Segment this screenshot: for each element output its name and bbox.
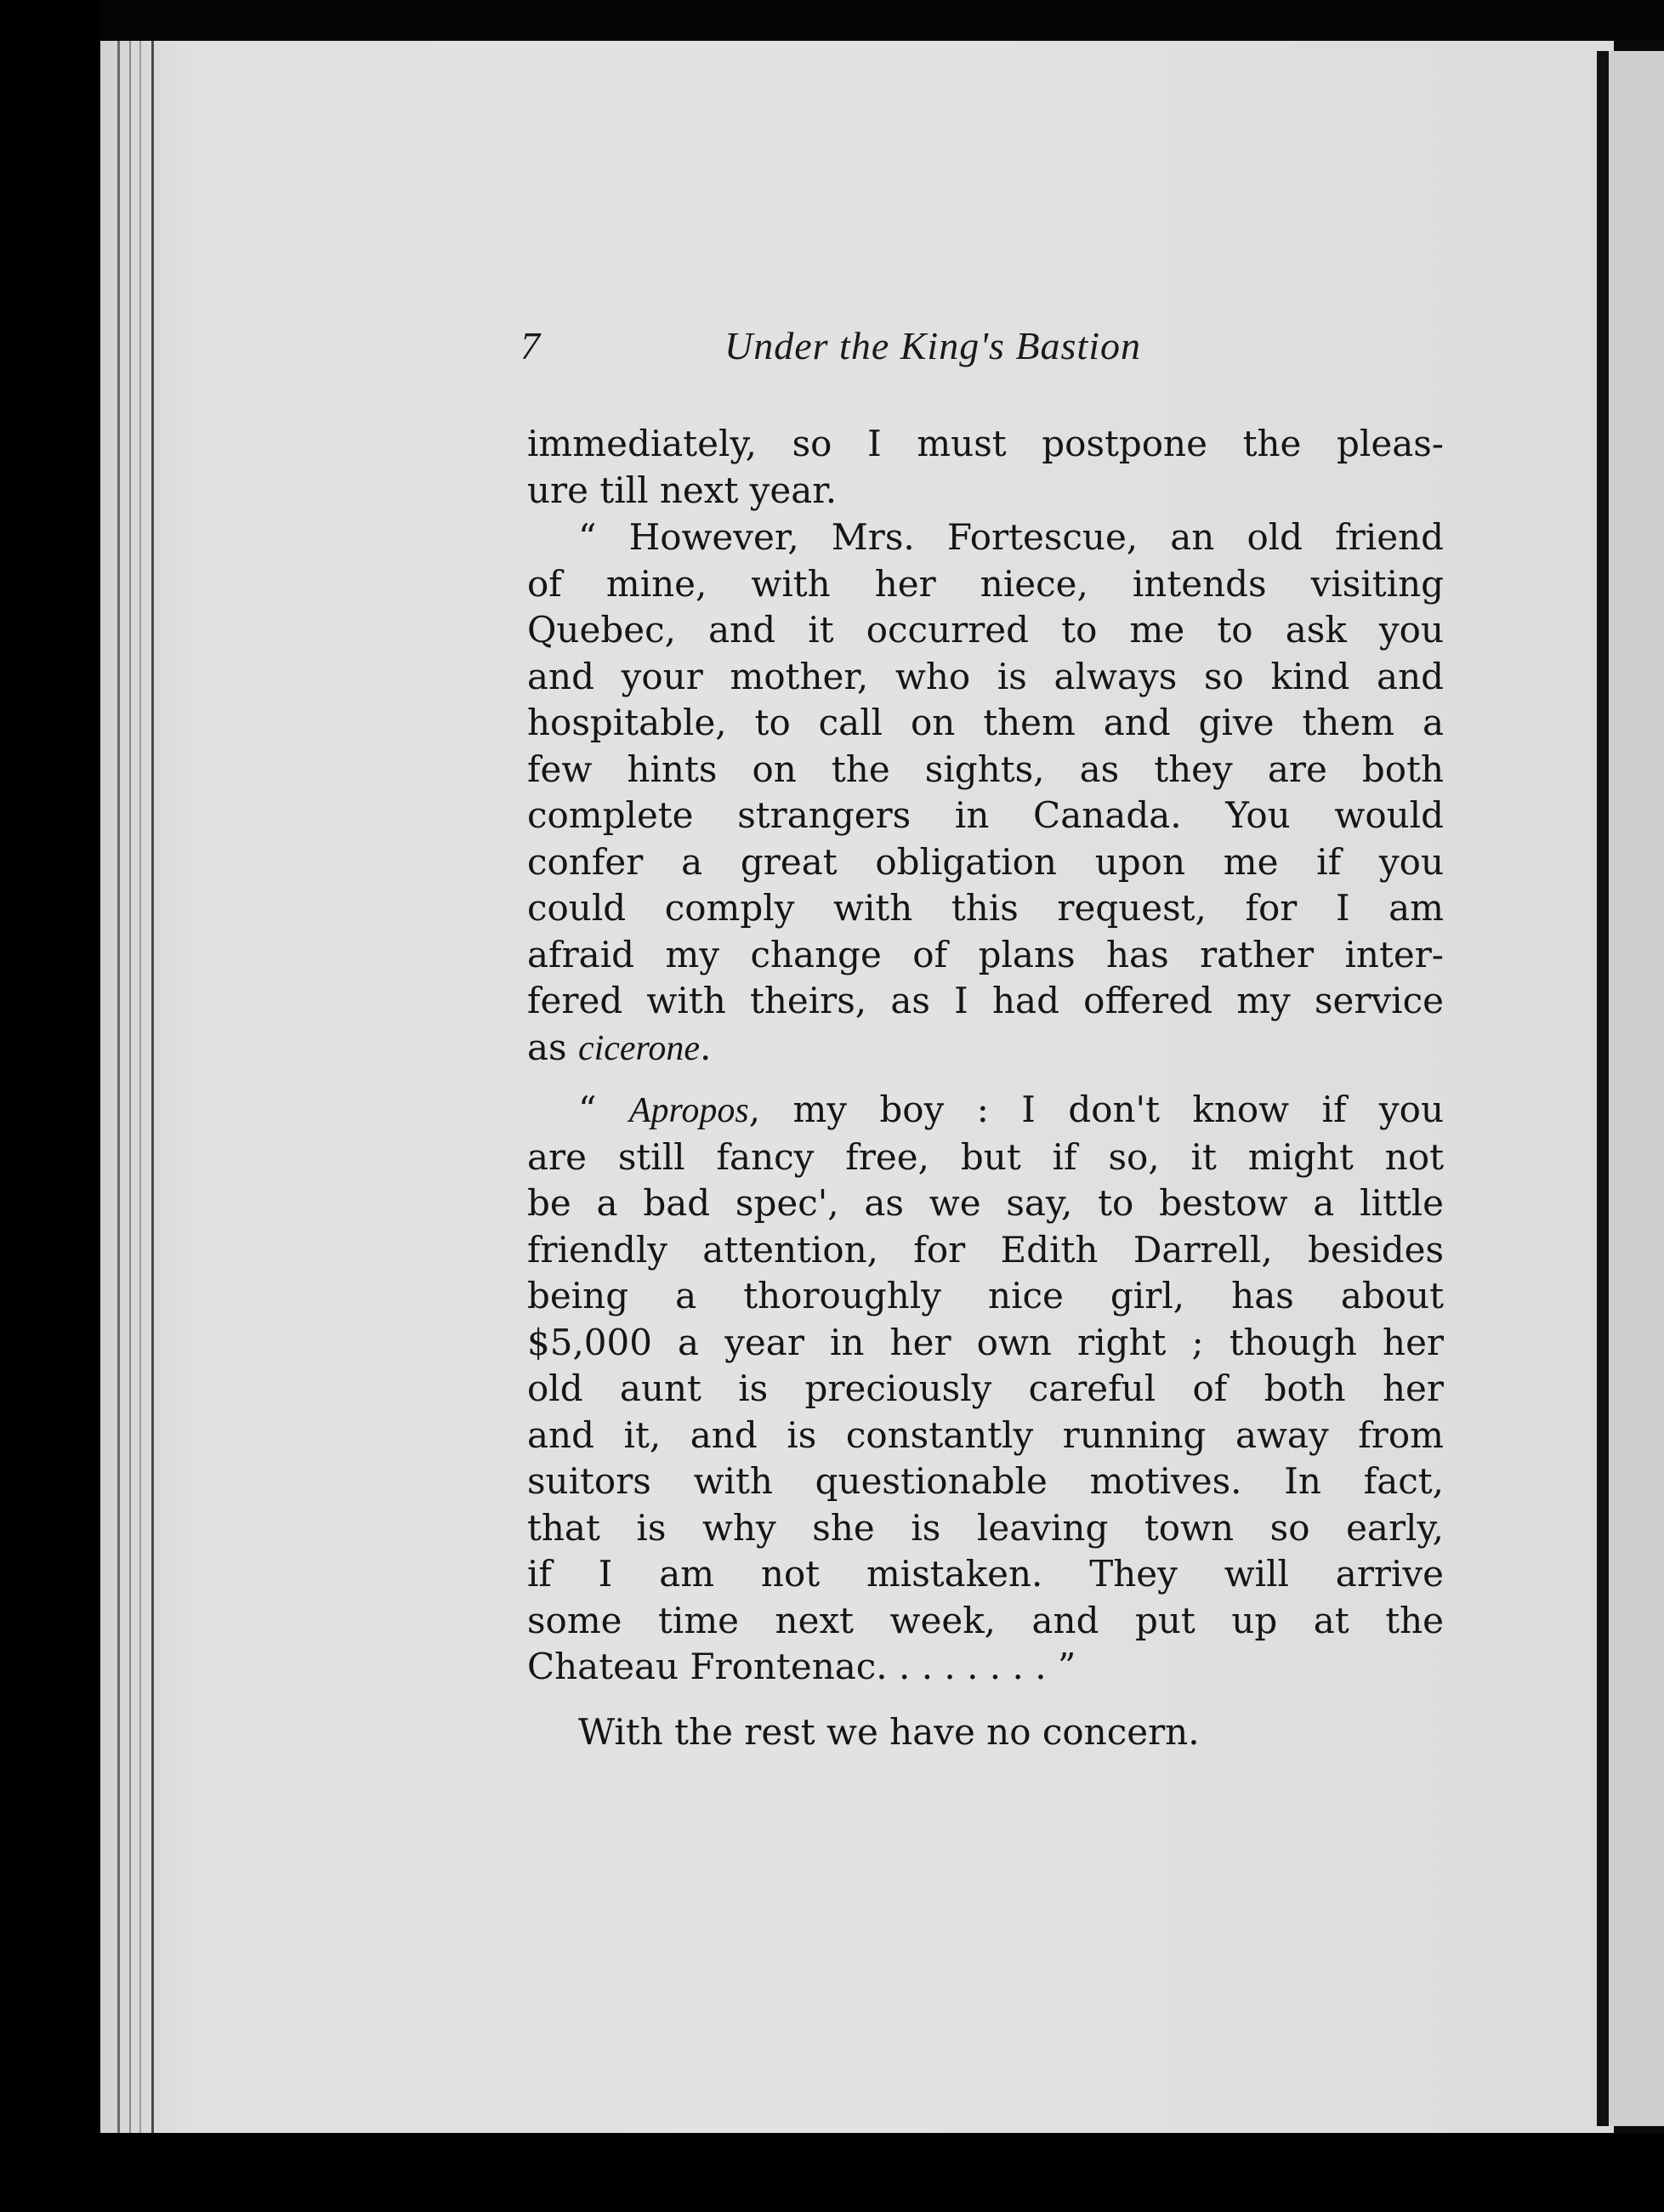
scan-left-border bbox=[0, 0, 100, 2212]
text-fragment: . bbox=[699, 1026, 712, 1068]
text-line: complete strangers in Canada. You would bbox=[527, 794, 1444, 836]
text-line: that is why she is leaving town so early, bbox=[527, 1506, 1444, 1549]
text-line: being a thoroughly nice girl, has about bbox=[527, 1275, 1444, 1316]
page-number: 7 bbox=[520, 324, 540, 367]
text-line: old aunt is preciously careful of both her bbox=[527, 1368, 1444, 1409]
text-line: Chateau Frontenac. . . . . . . . ” bbox=[527, 1646, 1076, 1687]
text-fragment: “ bbox=[578, 1089, 629, 1130]
text-line bbox=[527, 1087, 1444, 1134]
text-line: fered with theirs, as I had offered my service bbox=[527, 980, 1444, 1021]
text-line: immediately, so I must postpone the pleas- bbox=[527, 423, 1444, 464]
text-line: and it, and is constantly running away from bbox=[527, 1413, 1444, 1456]
text-line: could comply with this request, for I am bbox=[527, 887, 1444, 929]
scan-top-border bbox=[0, 0, 1664, 41]
text-line: and your mother, who is always so kind and bbox=[527, 655, 1444, 697]
text-line: of mine, with her niece, intends visiting bbox=[527, 562, 1444, 605]
closing-sentence: With the rest we have no concern. bbox=[578, 1711, 1200, 1753]
page-edge-line bbox=[151, 41, 154, 2133]
text-line: suitors with questionable motives. In fact, bbox=[527, 1460, 1444, 1502]
text-line: confer a great obligation upon me if you bbox=[527, 840, 1444, 883]
text-line: $5,000 a year in her own right ; though her bbox=[527, 1321, 1444, 1363]
italic-word: cicerone bbox=[577, 1028, 700, 1068]
text-line: hospitable, to call on them and give them a bbox=[527, 702, 1444, 743]
scan-bottom-border bbox=[0, 2133, 1664, 2212]
text-fragment: as bbox=[527, 1026, 578, 1068]
text-line: Quebec, and it occurred to me to ask you bbox=[527, 609, 1444, 651]
text-line: afraid my change of plans has rather inter- bbox=[527, 933, 1444, 975]
text-fragment: , my boy : I don't know if you bbox=[748, 1089, 1444, 1130]
text-line: “ However, Mrs. Fortescue, an old friend bbox=[578, 516, 1444, 558]
page-edge-line bbox=[117, 41, 120, 2133]
text-line: are still fancy free, but if so, it might not bbox=[527, 1135, 1444, 1178]
running-title: Under the King's Bastion bbox=[724, 324, 1141, 367]
text-line: friendly attention, for Edith Darrell, besides bbox=[527, 1228, 1444, 1271]
facing-page-edge bbox=[1609, 51, 1664, 2126]
book-gutter bbox=[1597, 51, 1609, 2126]
paragraph-2 bbox=[527, 515, 1444, 1072]
page-edge-line bbox=[129, 41, 131, 2133]
page-edge-line bbox=[139, 41, 141, 2133]
text-line: ure till next year. bbox=[527, 469, 838, 511]
paragraph-3 bbox=[527, 1087, 1444, 1691]
text-line bbox=[527, 1025, 1444, 1072]
text-line: be a bad spec', as we say, to bestow a little bbox=[527, 1182, 1444, 1224]
running-header bbox=[520, 323, 1235, 391]
italic-word: Apropos bbox=[628, 1091, 749, 1130]
text-line: few hints on the sights, as they are both bbox=[527, 748, 1444, 790]
paragraph-1 bbox=[527, 421, 1444, 514]
text-line: some time next week, and put up at the bbox=[527, 1599, 1444, 1641]
text-line: if I am not mistaken. They will arrive bbox=[527, 1553, 1444, 1595]
